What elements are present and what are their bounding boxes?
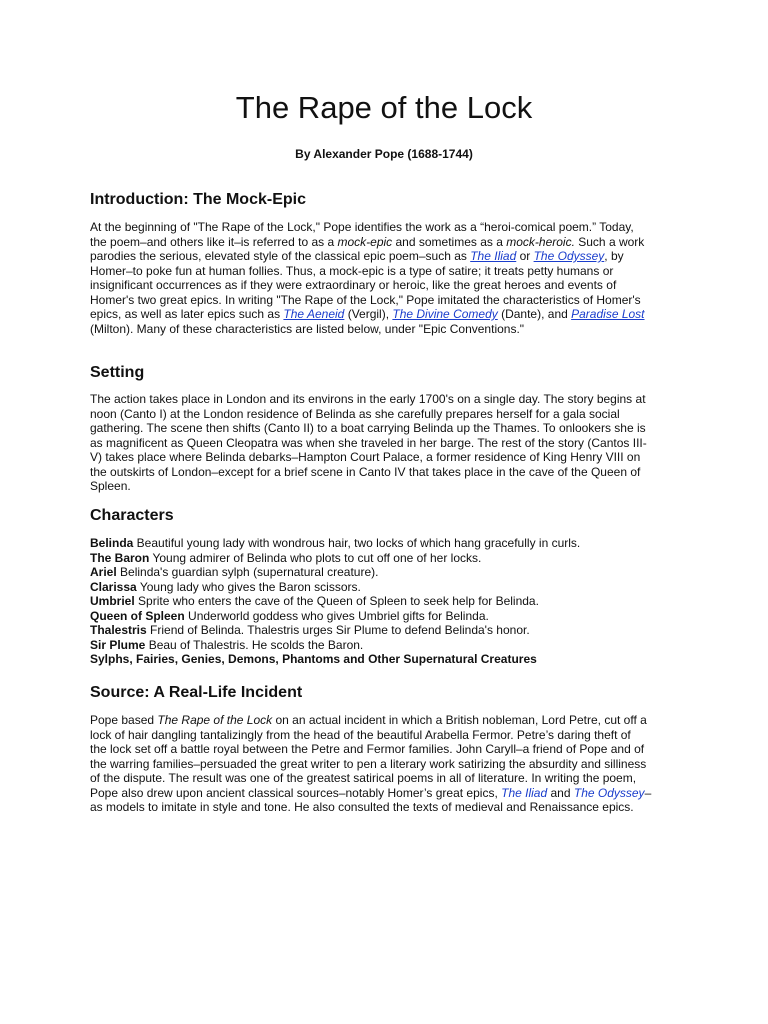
character-description: Beautiful young lady with wondrous hair, two locks of which hang gracefully in curls. bbox=[133, 536, 581, 550]
source-line: the lock set off a battle royal between the Petre and Fermor families. John Caryll–a friend of Pope and of bbox=[90, 742, 645, 756]
source-line bbox=[90, 713, 690, 728]
intro-heading: Introduction: The Mock-Epic bbox=[90, 191, 306, 208]
character-name: The Baron bbox=[90, 550, 150, 565]
character-name: Sir Plume bbox=[90, 637, 146, 652]
text-run: – bbox=[644, 785, 652, 800]
intro-line bbox=[90, 307, 690, 322]
setting-line: The action takes place in London and its environs in the early 1700's on a single day. The story begins at bbox=[90, 392, 646, 406]
emphasis-term: mock-heroic. bbox=[506, 234, 575, 249]
character-entry bbox=[90, 565, 690, 580]
text-run: and bbox=[547, 785, 574, 800]
character-description: Underworld goddess who gives Umbriel gifts for Belinda. bbox=[184, 608, 489, 623]
text-run: or bbox=[516, 249, 534, 263]
character-description: Young lady who gives the Baron scissors. bbox=[136, 579, 361, 594]
character-entry bbox=[90, 594, 690, 609]
character-description: Beau of Thalestris. He scolds the Baron. bbox=[145, 637, 364, 652]
intro-line: insignificant occurrences as if they were extraordinary or heroic, like the great heroes and events of bbox=[90, 278, 617, 292]
characters-heading: Characters bbox=[90, 507, 174, 524]
setting-line: Spleen. bbox=[90, 479, 131, 493]
character-entry bbox=[90, 551, 690, 566]
character-name: Umbriel bbox=[90, 594, 135, 608]
intro-paragraph bbox=[90, 220, 690, 336]
character-description: Young admirer of Belinda who plots to cut off one of her locks. bbox=[149, 550, 482, 565]
source-paragraph bbox=[90, 713, 690, 815]
character-entry bbox=[90, 536, 690, 551]
character-description: Belinda's guardian sylph (supernatural creature). bbox=[116, 565, 379, 579]
character-description: Friend of Belinda. Thalestris urges Sir Plume to defend Belinda's honor. bbox=[146, 623, 530, 637]
text-run: Such a work bbox=[574, 234, 645, 249]
text-run: on an actual incident in which a British nobleman, Lord Petre, cut off a bbox=[272, 713, 647, 727]
text-run: (Dante), and bbox=[497, 307, 572, 321]
character-name: Queen of Spleen bbox=[90, 608, 185, 623]
character-entry bbox=[90, 623, 690, 638]
text-run: Pope also drew upon ancient classical sources–notably Homer’s great epics, bbox=[90, 785, 502, 800]
text-run: epics, as well as later epics such as bbox=[90, 307, 284, 321]
intro-line: Homer–to poke fun at human follies. Thus, a mock-epic is a type of satire; it treats petty humans or bbox=[90, 263, 614, 278]
character-name: Thalestris bbox=[90, 623, 147, 637]
link-the-iliad[interactable]: The Iliad bbox=[470, 249, 517, 263]
intro-line: (Milton). Many of these characteristics are listed below, under "Epic Conventions." bbox=[90, 321, 525, 336]
link-the-iliad[interactable]: The Iliad bbox=[501, 785, 548, 800]
intro-line: Homer's two great epics. In writing "The Rape of the Lock," Pope imitated the characteristics of Homer's bbox=[90, 292, 641, 307]
author-byline: By Alexander Pope (1688-1744) bbox=[295, 147, 473, 161]
source-heading: Source: A Real-Life Incident bbox=[90, 684, 303, 701]
character-entry bbox=[90, 652, 690, 667]
text-run: the poem–and others like it–is referred to as a bbox=[90, 234, 338, 249]
setting-paragraph bbox=[90, 392, 690, 494]
emphasis-term: mock-epic bbox=[337, 234, 393, 249]
characters-list bbox=[90, 536, 690, 667]
work-title: The Rape of the Lock bbox=[157, 713, 273, 727]
source-line bbox=[90, 786, 690, 801]
link-the-odyssey[interactable]: The Odyssey bbox=[533, 249, 605, 263]
link-the-odyssey[interactable]: The Odyssey bbox=[573, 785, 645, 800]
intro-line bbox=[90, 235, 690, 250]
source-line: as models to imitate in style and tone. He also consulted the texts of medieval and Renaissance epics. bbox=[90, 800, 634, 814]
character-entry bbox=[90, 638, 690, 653]
link-the-aeneid[interactable]: The Aeneid bbox=[283, 307, 345, 321]
text-run: (Vergil), bbox=[344, 307, 393, 321]
character-description: Sprite who enters the cave of the Queen of Spleen to seek help for Belinda. bbox=[134, 594, 539, 608]
text-run: , by bbox=[604, 249, 624, 263]
character-name: Ariel bbox=[90, 565, 117, 579]
link-the-divine-comedy[interactable]: The Divine Comedy bbox=[392, 307, 498, 321]
source-line: the warring families–persuaded the great writer to pen a literary work satirizing the absurdity and silliness bbox=[90, 756, 647, 771]
text-run: and sometimes as a bbox=[392, 234, 507, 249]
source-line: lock of hair dangling tantalizingly from the head of the beautiful Arabella Fermor. Petre’s daring theft of bbox=[90, 727, 631, 742]
intro-line: At the beginning of "The Rape of the Lock," Pope identifies the work as a “heroi-comical poem.” Today, bbox=[90, 220, 634, 234]
text-run: parodies the serious, elevated style of the classical epic poem–such as bbox=[90, 249, 471, 263]
character-name: Clarissa bbox=[90, 579, 137, 594]
setting-line: V) takes place where Belinda debarks–Hampton Court Palace, a former residence of King Henry VIII on bbox=[90, 450, 641, 464]
setting-line: noon (Canto I) at the London residence of Belinda as she carefully prepares herself for a gala social bbox=[90, 406, 620, 421]
text-run: Pope based bbox=[90, 713, 158, 727]
source-line: of the dispute. The result was one of the greatest satirical poems in all of literature. In writing the poem, bbox=[90, 771, 637, 785]
character-entry bbox=[90, 609, 690, 624]
character-entry bbox=[90, 580, 690, 595]
character-name: Belinda bbox=[90, 536, 134, 550]
document-title: The Rape of the Lock bbox=[235, 90, 533, 125]
character-name: Sylphs, Fairies, Genies, Demons, Phantoms and Other Supernatural Creatures bbox=[90, 652, 537, 666]
link-paradise-lost[interactable]: Paradise Lost bbox=[571, 307, 645, 321]
setting-line: the outskirts of London–except for a brief scene in Canto IV that takes place in the cave of the Queen of bbox=[90, 464, 641, 479]
setting-line: gathering. The scene then shifts (Canto II) to a boat carrying Belinda up the Thames. To onlookers she is bbox=[90, 421, 646, 435]
setting-heading: Setting bbox=[90, 364, 145, 381]
setting-line: as magnificent as Queen Cleopatra was when she traveled in her barge. The rest of the story (Cantos III- bbox=[90, 435, 647, 450]
intro-line bbox=[90, 249, 690, 264]
